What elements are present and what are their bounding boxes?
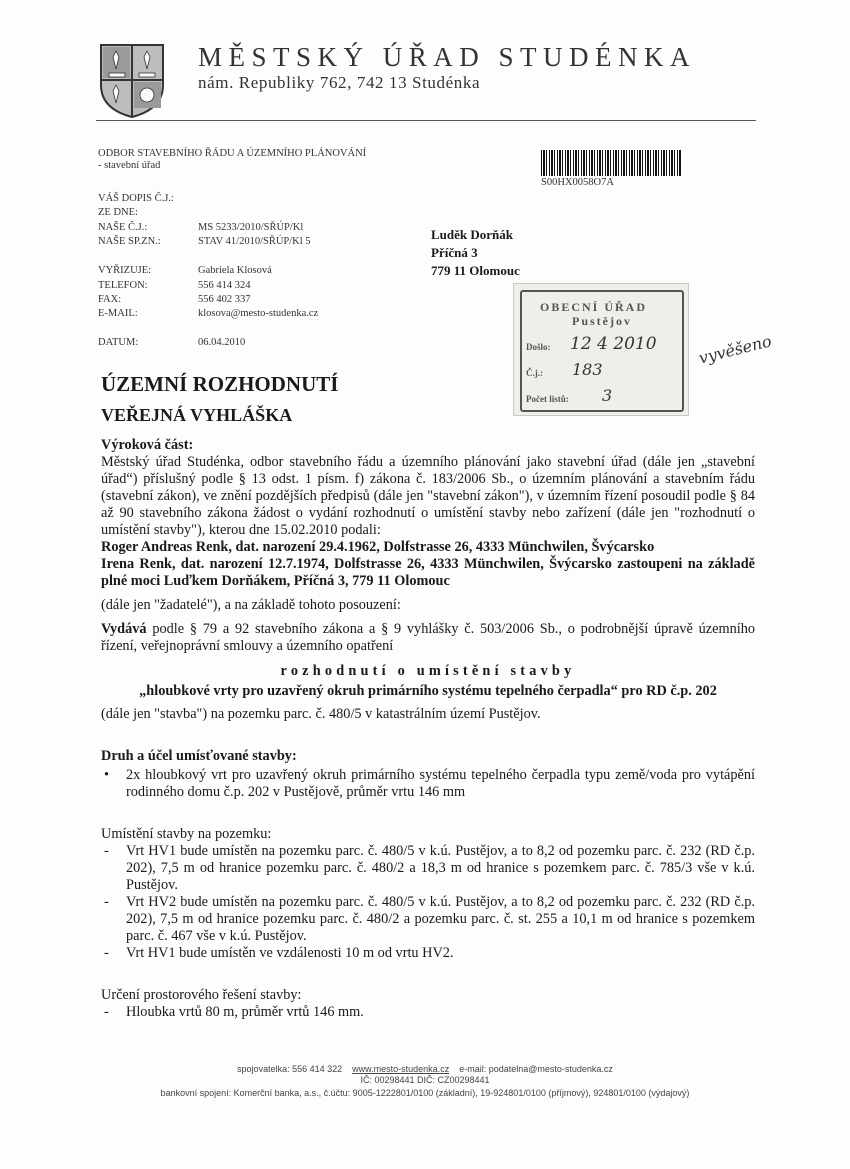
- spatial-item: - Hloubka vrtů 80 m, průměr vrtů 146 mm.: [101, 1004, 755, 1021]
- stamp-cj-value: 183: [572, 360, 603, 379]
- stamp-date-value: 12 4 2010: [570, 334, 657, 354]
- stamp-pocet-label: Počet listů:: [526, 394, 569, 404]
- meta-value-phone: 556 414 324: [198, 280, 251, 291]
- department-unit: - stavební úřad: [98, 160, 161, 171]
- meta-label-file-no: NAŠE SP.ZN.:: [98, 236, 161, 247]
- meta-value-file-no: STAV 41/2010/SŘÚP/Kl 5: [198, 236, 311, 247]
- addressee-city: 779 11 Olomouc: [431, 263, 520, 278]
- stamp-office: OBECNÍ ÚŘAD: [540, 300, 648, 314]
- meta-label-handled-by: VYŘIZUJE:: [98, 265, 152, 276]
- meta-value-our-ref: MS 5233/2010/SŘÚP/Kl: [198, 222, 304, 233]
- barcode: [541, 150, 681, 176]
- meta-label-our-ref: NAŠE Č.J.:: [98, 222, 148, 233]
- stamp-border: [520, 290, 684, 412]
- project-note: (dále jen "stavba") na pozemku parc. č. 480/5 v katastrálním území Pustějov.: [101, 706, 541, 722]
- document-title: ÚZEMNÍ ROZHODNUTÍ: [101, 372, 339, 396]
- stamp-pocet-value: 3: [602, 386, 613, 405]
- coat-of-arms-logo: [99, 43, 165, 119]
- footer-phone: spojovatelka: 556 414 322: [237, 1064, 343, 1074]
- meta-label-date-of: ZE DNE:: [98, 207, 138, 218]
- meta-label-phone: TELEFON:: [98, 280, 148, 291]
- received-stamp: [513, 283, 689, 416]
- meta-value-date: 06.04.2010: [198, 337, 246, 348]
- footer-bank: bankovní spojení: Komerční banka, a.s., č.účtu: 9005-1222801/0100 (základní), 19-924801/0100 (příjmový), 924801/0100 (výdajový): [160, 1088, 690, 1098]
- type-heading: Druh a účel umísťované stavby:: [101, 748, 297, 764]
- bullet-icon: •: [104, 767, 110, 783]
- footer-ic: IČ: 00298441 DIČ: CZ00298441: [360, 1075, 490, 1085]
- meta-label-email: E-MAIL:: [98, 308, 138, 319]
- addressee-street: Příčná 3: [431, 245, 478, 260]
- issues-paragraph: [101, 621, 755, 655]
- issues-keyword: Vydává: [101, 621, 147, 637]
- placement-item: - Vrt HV1 bude umístěn na pozemku parc. č. 480/5 v k.ú. Pustějov, a to 8,2 od pozemku parc. č. 232 (RD č.p. 202), 7,5 m od hranice pozemku parc. č. 480/2 a 18,3 m od hranice s pozemkem parc. č. 785/3 vše v k.ú. Pustějov.: [101, 843, 755, 894]
- barcode-text: S00HX0058O7A: [541, 177, 614, 188]
- document-subtitle: VEŘEJNÁ VYHLÁŠKA: [101, 405, 293, 425]
- type-bullet-item: [101, 767, 755, 801]
- intro-paragraph: Městský úřad Studénka, odbor stavebního řádu a územního plánování jako stavební úřad (dále jen „stavební úřad“) příslušný podle § 13 odst. 1 písm. f) zákona č. 183/2006 Sb., o územním plánování a stavebním řádu (stavební zákon), ve znění pozdějších předpisů (dále jen "stavební zákon"), v územním řízení posoudil podle § 84 až 90 stavebního zákona žádost o vydání rozhodnutí o umístění stavby nebo zařízení (dále jen "rozhodnutí o umístění stavby"), kterou dne 15.02.2010 podali:: [101, 454, 755, 538]
- office-address: nám. Republiky 762, 742 13 Studénka: [198, 73, 481, 92]
- stamp-date-label: Došlo:: [526, 342, 551, 352]
- meta-value-email: klosova@mesto-studenka.cz: [198, 308, 319, 319]
- verdict-heading: Výroková část:: [101, 437, 194, 453]
- type-bullet-text: 2x hloubkový vrt pro uzavřený okruh primárního systému tepelného čerpadla typu země/voda pro vytápění rodinného domu č.p. 202 v Pustějově, průměr vrtu 146 mm: [126, 767, 755, 800]
- applicants-note: (dále jen "žadatelé"), a na základě tohoto posouzení:: [101, 597, 401, 613]
- handwritten-note: vyvěšeno: [696, 331, 774, 368]
- meta-label-your-letter: VÁŠ DOPIS Č.J.:: [98, 193, 174, 204]
- header-divider: [96, 120, 756, 121]
- addressee: [431, 226, 520, 280]
- decision-heading: rozhodnutí o umístění stavby: [280, 663, 576, 679]
- document-body: [101, 437, 755, 1021]
- meta-value-handled-by: Gabriela Klosová: [198, 265, 272, 276]
- placement-item: - Vrt HV1 bude umístěn ve vzdálenosti 10 m od vrtu HV2.: [101, 945, 755, 962]
- department: [98, 148, 366, 172]
- spatial-heading: Určení prostorového řešení stavby:: [101, 987, 302, 1003]
- applicant-1: Roger Andreas Renk, dat. narození 29.4.1962, Dolfstrasse 26, 4333 Münchwilen, Švýcarsko: [101, 539, 655, 555]
- footer-web-link[interactable]: www.mesto-studenka.cz: [352, 1064, 450, 1074]
- placement-heading: Umístění stavby na pozemku:: [101, 826, 272, 842]
- placement-list: [101, 843, 755, 962]
- department-name: ODBOR STAVEBNÍHO ŘÁDU A ÚZEMNÍHO PLÁNOVÁNÍ: [98, 148, 367, 159]
- addressee-name: Luděk Dorňák: [431, 227, 513, 242]
- issues-text: podle § 79 a 92 stavebního zákona a § 9 vyhlášky č. 503/2006 Sb., o podrobnější úpravě územního řízení, veřejnoprávní smlouvy a územního opatření: [101, 621, 755, 654]
- stamp-cj-label: Č.j.:: [526, 368, 543, 378]
- meta-label-fax: FAX:: [98, 294, 122, 305]
- meta-label-date: DATUM:: [98, 337, 139, 348]
- footer-contacts: [0, 1064, 850, 1074]
- footer-email: e-mail: podatelna@mesto-studenka.cz: [459, 1064, 613, 1074]
- spatial-list: [101, 1004, 755, 1021]
- placement-item: - Vrt HV2 bude umístěn na pozemku parc. č. 480/5 v k.ú. Pustějov, a to 8,2 od pozemku parc. č. 232 (RD č.p. 202), 7,5 m od hranice pozemku parc. č. 480/2 a pozemku parc. č. st. 255 a 10,1 m od hranice s pozemkem parc. č. 467 vše v k.ú. Pustějov.: [101, 894, 755, 945]
- office-name: MĚSTSKÝ ÚŘAD STUDÉNKA: [198, 42, 697, 72]
- project-title: „hloubkové vrty pro uzavřený okruh primárního systému tepelného čerpadla“ pro RD č.p. 202: [139, 683, 717, 699]
- applicant-2: Irena Renk, dat. narození 12.7.1974, Dolfstrasse 26, 4333 Münchwilen, Švýcarsko zastoupeni na základě plné moci Luďkem Dorňákem, Příčná 3, 779 11 Olomouc: [101, 556, 755, 589]
- stamp-village: Pustějov: [572, 314, 632, 328]
- meta-value-fax: 556 402 337: [198, 294, 251, 305]
